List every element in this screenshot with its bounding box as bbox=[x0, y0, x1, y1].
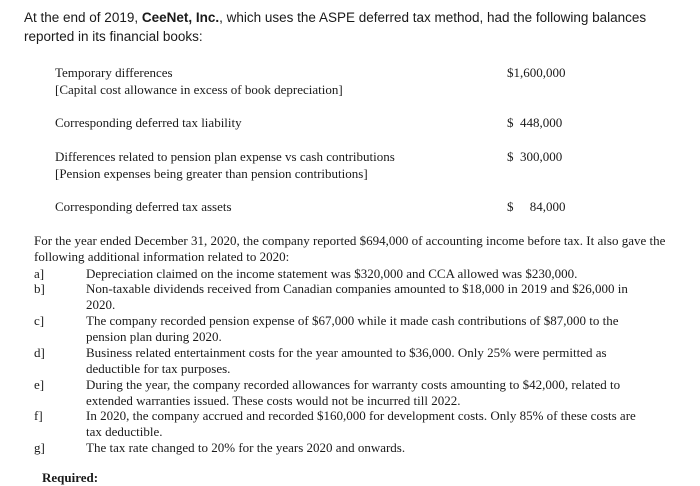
item-label: g] bbox=[34, 440, 45, 455]
item-text: Non-taxable dividends received from Canadian companies amounted to $18,000 in 2019 and $26,000 in 2020. bbox=[86, 281, 628, 312]
item-label: f] bbox=[34, 408, 43, 423]
intro-text bbox=[24, 8, 674, 46]
balance-label: Temporary differences bbox=[55, 65, 173, 80]
item-label: a] bbox=[34, 266, 45, 281]
balance-label: [Capital cost allowance in excess of book depreciation] bbox=[55, 82, 343, 97]
item-text: In 2020, the company accrued and recorded $160,000 for development costs. Only 85% of these costs are tax deductible. bbox=[86, 408, 636, 439]
company-name: CeeNet, Inc. bbox=[141, 10, 220, 25]
balance-amount: $ 84,000 bbox=[507, 199, 566, 214]
balance-amount: $1,600,000 bbox=[507, 65, 566, 80]
balance-row bbox=[55, 198, 615, 215]
balance-row bbox=[55, 148, 615, 165]
balance-label: Corresponding deferred tax liability bbox=[55, 115, 242, 130]
balance-label: Corresponding deferred tax assets bbox=[55, 199, 232, 214]
item-label: e] bbox=[34, 377, 45, 392]
balance-amount: $ 300,000 bbox=[507, 149, 563, 164]
balance-row bbox=[55, 81, 615, 98]
item-label: b] bbox=[34, 281, 45, 296]
balance-label: Differences related to pension plan expense vs cash contributions bbox=[55, 149, 395, 164]
item-label: d] bbox=[34, 345, 45, 360]
required-heading: Required: bbox=[42, 470, 99, 485]
item-text: Business related entertainment costs for the year amounted to $36,000. Only 25% were permitted as deductible for tax purposes. bbox=[86, 345, 607, 376]
item-text: The company recorded pension expense of $67,000 while it made cash contributions of $87,000 to the pension plan during 2020. bbox=[86, 313, 619, 344]
item-text: During the year, the company recorded allowances for warranty costs amounting to $42,000, related to extended warranties issued. These costs would not be incurred till 2022. bbox=[86, 377, 621, 408]
balance-row bbox=[55, 64, 615, 81]
intro-prefix: At the end of 2019, bbox=[24, 10, 139, 25]
balance-row bbox=[55, 114, 615, 131]
balance-row bbox=[55, 165, 615, 182]
context-paragraph: For the year ended December 31, 2020, the company reported $694,000 of accounting income before tax. It also gave the following additional information related to 2020: bbox=[34, 233, 666, 264]
balance-amount: $ 448,000 bbox=[507, 115, 563, 130]
balance-label: [Pension expenses being greater than pension contributions] bbox=[55, 166, 368, 181]
intro-suffix: , which uses the ASPE deferred tax method, had the following balances reported in its financial books: bbox=[24, 10, 647, 44]
item-text: The tax rate changed to 20% for the years 2020 and onwards. bbox=[86, 440, 406, 455]
item-label: c] bbox=[34, 313, 45, 328]
item-text: Depreciation claimed on the income statement was $320,000 and CCA allowed was $230,000. bbox=[86, 266, 578, 281]
